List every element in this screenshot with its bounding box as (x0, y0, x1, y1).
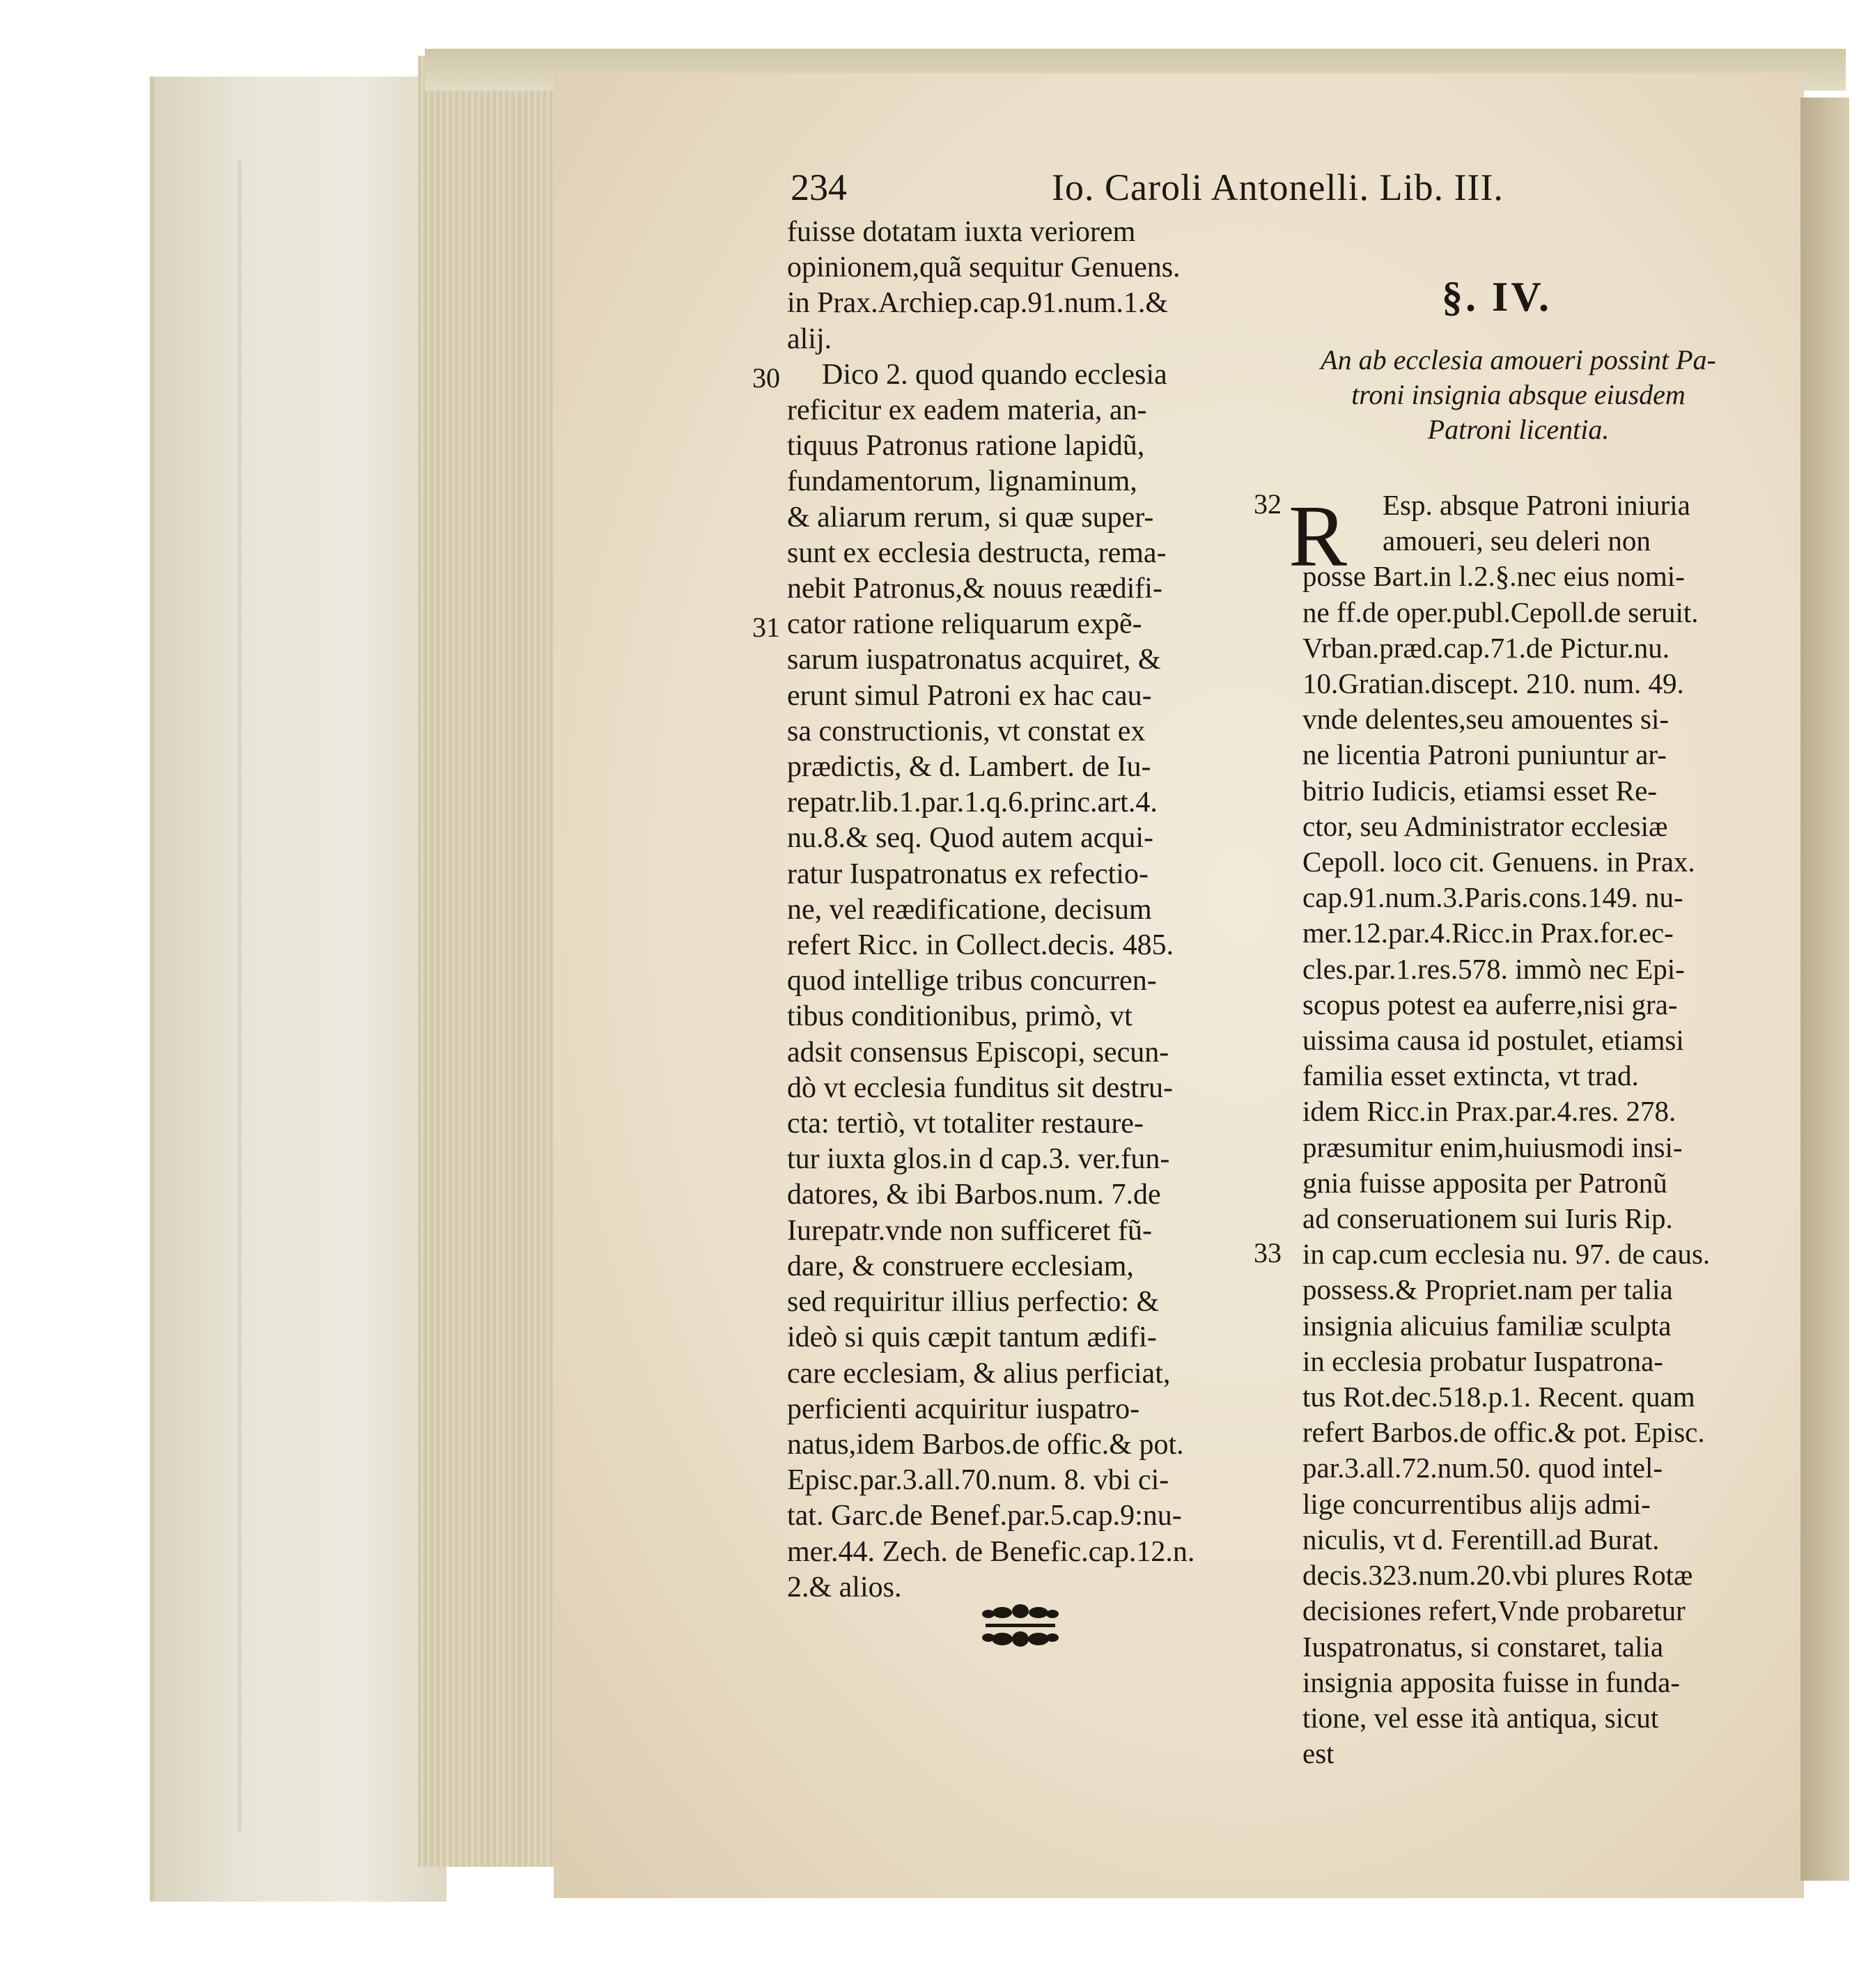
text-line: ne, vel reædificatione, decisum (787, 893, 1152, 926)
text-line: ne licentia Patroni puniuntur ar- (1302, 738, 1667, 771)
book-cover (150, 77, 446, 1902)
text-line: nu.8.& seq. Quod autem acqui- (787, 822, 1154, 855)
text-line: care ecclesiam, & alius perficiat, (787, 1357, 1171, 1390)
text-line: alij. (787, 323, 832, 355)
text-line: ad conseruationem sui Iuris Rip. (1302, 1202, 1673, 1235)
text-line: sunt ex ecclesia destructa, rema- (787, 536, 1167, 569)
text-line: quod intellige tribus concurren- (787, 965, 1157, 997)
text-line: datores, & ibi Barbos.num. 7.de (787, 1179, 1161, 1211)
text-line: possess.& Propriet.nam per talia (1302, 1273, 1673, 1306)
text-line: ratur Iuspatronatus ex refectio- (787, 857, 1149, 890)
decorative-fleuron-icon (979, 1599, 1062, 1658)
text-line: Vrban.præd.cap.71.de Pictur.nu. (1302, 631, 1670, 664)
text-line: refert Ricc. in Collect.decis. 485. (787, 929, 1174, 962)
text-line: in ecclesia probatur Iuspatrona- (1302, 1344, 1663, 1377)
right-column (1302, 488, 1762, 1771)
text-line: repatr.lib.1.par.1.q.6.princ.art.4. (787, 786, 1158, 819)
text-line: ctor, seu Administrator ecclesiæ (1302, 809, 1668, 842)
text-line: decis.323.num.20.vbi plures Rotæ (1302, 1559, 1693, 1592)
margin-number-33: 33 (1254, 1237, 1282, 1268)
margin-number-31: 31 (752, 612, 780, 643)
text-line: insignia apposita fuisse in funda- (1302, 1665, 1681, 1698)
text-line: in cap.cum ecclesia nu. 97. de caus. (1302, 1238, 1711, 1271)
text-line: insignia alicuius familiæ sculpta (1302, 1309, 1672, 1342)
text-line: lige concurrentibus alijs admi- (1302, 1487, 1651, 1520)
running-head: Io. Caroli Antonelli. Lib. III. (1052, 166, 1504, 208)
text-line: sarum iuspatronatus acquiret, & (787, 644, 1161, 676)
text-line: tiquus Patronus ratione lapidũ, (787, 430, 1145, 463)
section-title-line: troni insignia absque eiusdem (1351, 379, 1686, 410)
text-line: dò vt ecclesia funditus sit destru- (787, 1071, 1174, 1104)
page-edges (418, 56, 564, 1867)
section-heading: §. IV. (1442, 274, 1552, 320)
text-line: mer.44. Zech. de Benefic.cap.12.n. (787, 1535, 1195, 1568)
margin-number-32: 32 (1254, 488, 1282, 520)
text-line: prædictis, & d. Lambert. de Iu- (787, 751, 1151, 784)
text-line: fundamentorum, lignaminum, (787, 465, 1137, 498)
text-line: tione, vel esse ità antiqua, sicut (1302, 1701, 1659, 1734)
text-line: 2.& alios. (787, 1571, 902, 1603)
text-line: & aliarum rerum, si quæ super- (787, 501, 1154, 534)
text-line: Dico 2. quod quando ecclesia (822, 358, 1167, 391)
text-line: Esp. absque Patroni iniuria (1383, 489, 1690, 521)
drop-cap: R (1289, 488, 1348, 585)
text-line: amoueri, seu deleri non (1383, 525, 1651, 557)
facing-page-edge (1800, 98, 1849, 1881)
text-line: præsumitur enim,huiusmodi insi- (1302, 1131, 1683, 1163)
text-line: sed requiritur illius perfectio: & (787, 1286, 1160, 1319)
text-line: cles.par.1.res.578. immò nec Epi- (1302, 952, 1685, 985)
text-line: Episc.par.3.all.70.num. 8. vbi ci- (787, 1464, 1169, 1497)
text-line: perficienti acquiritur iuspatro- (787, 1392, 1140, 1425)
text-line: ideò si quis cæpit tantum ædifi- (787, 1321, 1157, 1354)
text-line: adsit consensus Episcopi, secun- (787, 1036, 1169, 1069)
text-line: scopus potest ea auferre,nisi gra- (1302, 988, 1678, 1020)
text-line: natus,idem Barbos.de offic.& pot. (787, 1428, 1184, 1461)
text-line: opinionem,quã sequitur Genuens. (787, 251, 1181, 284)
text-line: Iurepatr.vnde non sufficeret fũ- (787, 1214, 1153, 1247)
text-line: familia esset extincta, vt trad. (1302, 1059, 1639, 1092)
text-line: Iuspatronatus, si constaret, talia (1302, 1630, 1664, 1663)
text-line: ne ff.de oper.publ.Cepoll.de seruit. (1302, 596, 1699, 628)
text-line: tur iuxta glos.in d cap.3. ver.fun- (787, 1143, 1170, 1176)
section-title-line: An ab ecclesia amoueri possint Pa- (1321, 344, 1716, 375)
text-line: gnia fuisse apposita per Patronũ (1302, 1166, 1667, 1199)
text-line: cap.91.num.3.Paris.cons.149. nu- (1302, 881, 1683, 914)
text-line: fuisse dotatam iuxta veriorem (787, 216, 1136, 248)
text-line: cator ratione reliquarum expẽ- (787, 608, 1142, 641)
text-line: refert Barbos.de offic.& pot. Episc. (1302, 1416, 1705, 1449)
text-line: tat. Garc.de Benef.par.5.cap.9:nu- (787, 1500, 1182, 1532)
text-line: bitrio Iudicis, etiamsi esset Re- (1302, 774, 1657, 807)
text-line: par.3.all.72.num.50. quod intel- (1302, 1452, 1663, 1484)
text-line: vnde delentes,seu amouentes si- (1302, 703, 1670, 736)
text-line: uissima causa id postulet, etiamsi (1302, 1024, 1684, 1057)
text-line: in Prax.Archiep.cap.91.num.1.& (787, 287, 1169, 320)
text-line: sa constructionis, vt constat ex (787, 715, 1146, 747)
text-line: dare, & construere ecclesiam, (787, 1250, 1134, 1282)
text-line: 10.Gratian.discept. 210. num. 49. (1302, 667, 1684, 700)
text-line: erunt simul Patroni ex hac cau- (787, 679, 1152, 712)
text-line: nebit Patronus,& nouus reædifi- (787, 573, 1162, 605)
left-column (787, 215, 1268, 1606)
text-line: tibus conditionibus, primò, vt (787, 1000, 1133, 1033)
page-number: 234 (791, 166, 847, 208)
margin-number-30: 30 (752, 362, 780, 394)
text-line: idem Ricc.in Prax.par.4.res. 278. (1302, 1095, 1676, 1128)
text-line: tus Rot.dec.518.p.1. Recent. quam (1302, 1381, 1695, 1413)
text-line: reficitur ex eadem materia, an- (787, 394, 1147, 427)
text-line: posse Bart.in l.2.§.nec eius nomi- (1302, 560, 1685, 593)
text-line: est (1302, 1737, 1334, 1770)
text-line: niculis, vt d. Ferentill.ad Burat. (1302, 1523, 1660, 1555)
text-line: mer.12.par.4.Ricc.in Prax.for.ec- (1302, 917, 1674, 949)
text-line: cta: tertiò, vt totaliter restaure- (787, 1108, 1144, 1140)
text-line: Cepoll. loco cit. Genuens. in Prax. (1302, 846, 1695, 878)
section-title-line: Patroni licentia. (1427, 414, 1610, 445)
section-title (1278, 343, 1759, 447)
text-line: decisiones refert,Vnde probaretur (1302, 1594, 1686, 1627)
